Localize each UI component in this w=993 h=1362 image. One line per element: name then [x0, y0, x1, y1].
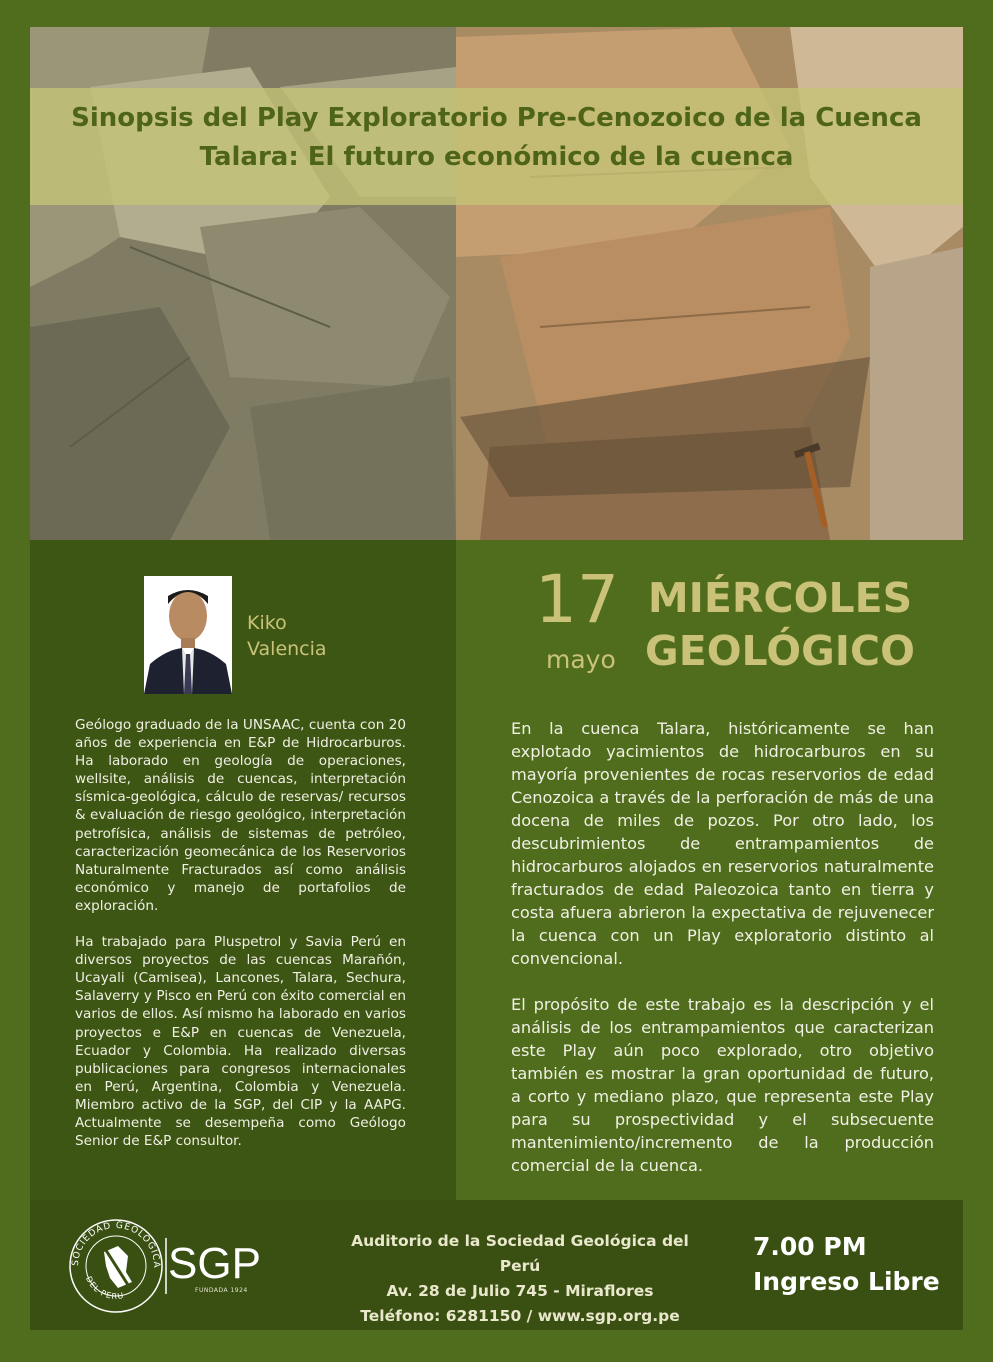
speaker-bio [75, 716, 406, 1168]
title-line-1: Sinopsis del Play Exploratorio Pre-Cenozoico de la Cuenca [71, 103, 922, 133]
event-series-name [645, 572, 915, 678]
abstract-paragraph-1: En la cuenca Talara, históricamente se han explotado yacimientos de hidrocarburos en su mayoría provenientes de rocas reservorios de edad Cenozoica a través de la perforación de más de una docena de miles de pozos. Por otro lado, los descubrimientos de entrampamientos de hidrocarburos alojados en reservorios naturalmente fracturados de edad Paleozoica tanto en tierra y costa afuera abrieron la expectativa de rejuvenecer la cuenca con un Play exploratorio distinto al convencional. [511, 719, 934, 968]
sgp-acronym: SGP [168, 1239, 261, 1288]
rock-outcrop-photo [30, 27, 963, 540]
venue-address: Av. 28 de Julio 745 - Miraflores [386, 1282, 654, 1300]
event-series-line-2: GEOLÓGICO [645, 627, 915, 675]
event-month: mayo [546, 645, 616, 674]
title-line-2: Talara: El futuro económico de la cuenca [199, 142, 794, 172]
speaker-portrait-illustration [144, 576, 232, 694]
event-admission: Ingreso Libre [753, 1267, 940, 1296]
bio-paragraph-1: Geólogo graduado de la UNSAAC, cuenta con 20 años de experiencia en E&P de Hidrocarburos. Ha laborado en geología de operaciones, wellsite, análisis de cuencas, interpretación sísmica-geológica, cálculo de reservas/ recursos & evaluación de riesgo geológico, interpretación petrofísica, análisis de sistemas de petróleo, caracterización geomecánica de los Reservorios Naturalmente Fracturados así como análisis económico y manejo de portafolios de exploración. [75, 717, 406, 914]
speaker-last-name: Valencia [247, 638, 327, 660]
sgp-founded: FUNDADA 1924 [195, 1287, 248, 1294]
speaker-name [247, 610, 327, 662]
abstract-paragraph-2: El propósito de este trabajo es la descripción y el análisis de los entrampamientos que caracterizan este Play aún poco explorado, otro objetivo también es mostrar la gran oportunidad de futuro, a corto y mediano plazo, que representa este Play para su prospectividad y el subsecuente mantenimiento/incremento de la producción comercial de la cuenca. [511, 995, 934, 1175]
venue-info [340, 1229, 700, 1329]
seal-text-bottom: DEL PERU [84, 1274, 126, 1301]
talk-abstract [511, 717, 934, 1200]
event-hour: 7.00 PM [753, 1232, 867, 1261]
venue-contact: Teléfono: 6281150 / www.sgp.org.pe [360, 1307, 680, 1325]
speaker-first-name: Kiko [247, 612, 287, 634]
event-time [753, 1229, 940, 1299]
venue-name: Auditorio de la Sociedad Geológica del Perú [351, 1232, 689, 1275]
event-series-line-1: MIÉRCOLES [647, 574, 913, 622]
bio-paragraph-2: Ha trabajado para Pluspetrol y Savia Perú en diversos proyectos de las cuencas Marañón, Ucayali (Camisea), Lancones, Talara, Sechura, Salaverry y Pisco en Perú con éxito comercial en varios de ellos. Así mismo ha laborado en varios proyectos e E&P en cuencas de Venezuela, Ecuador y Colombia. Ha realizado diversas publicaciones para congresos internacionales en Perú, Argentina, Colombia y Venezuela. Miembro activo de la SGP, del CIP y la AAPG. Actualmente se desempeña como Geólogo Senior de E&P consultor. [75, 934, 406, 1150]
event-title [30, 99, 963, 177]
event-day: 17 [535, 561, 619, 638]
seal-text-top: SOCIEDAD GEOLOGICA [70, 1220, 162, 1269]
speaker-photo [144, 576, 232, 694]
